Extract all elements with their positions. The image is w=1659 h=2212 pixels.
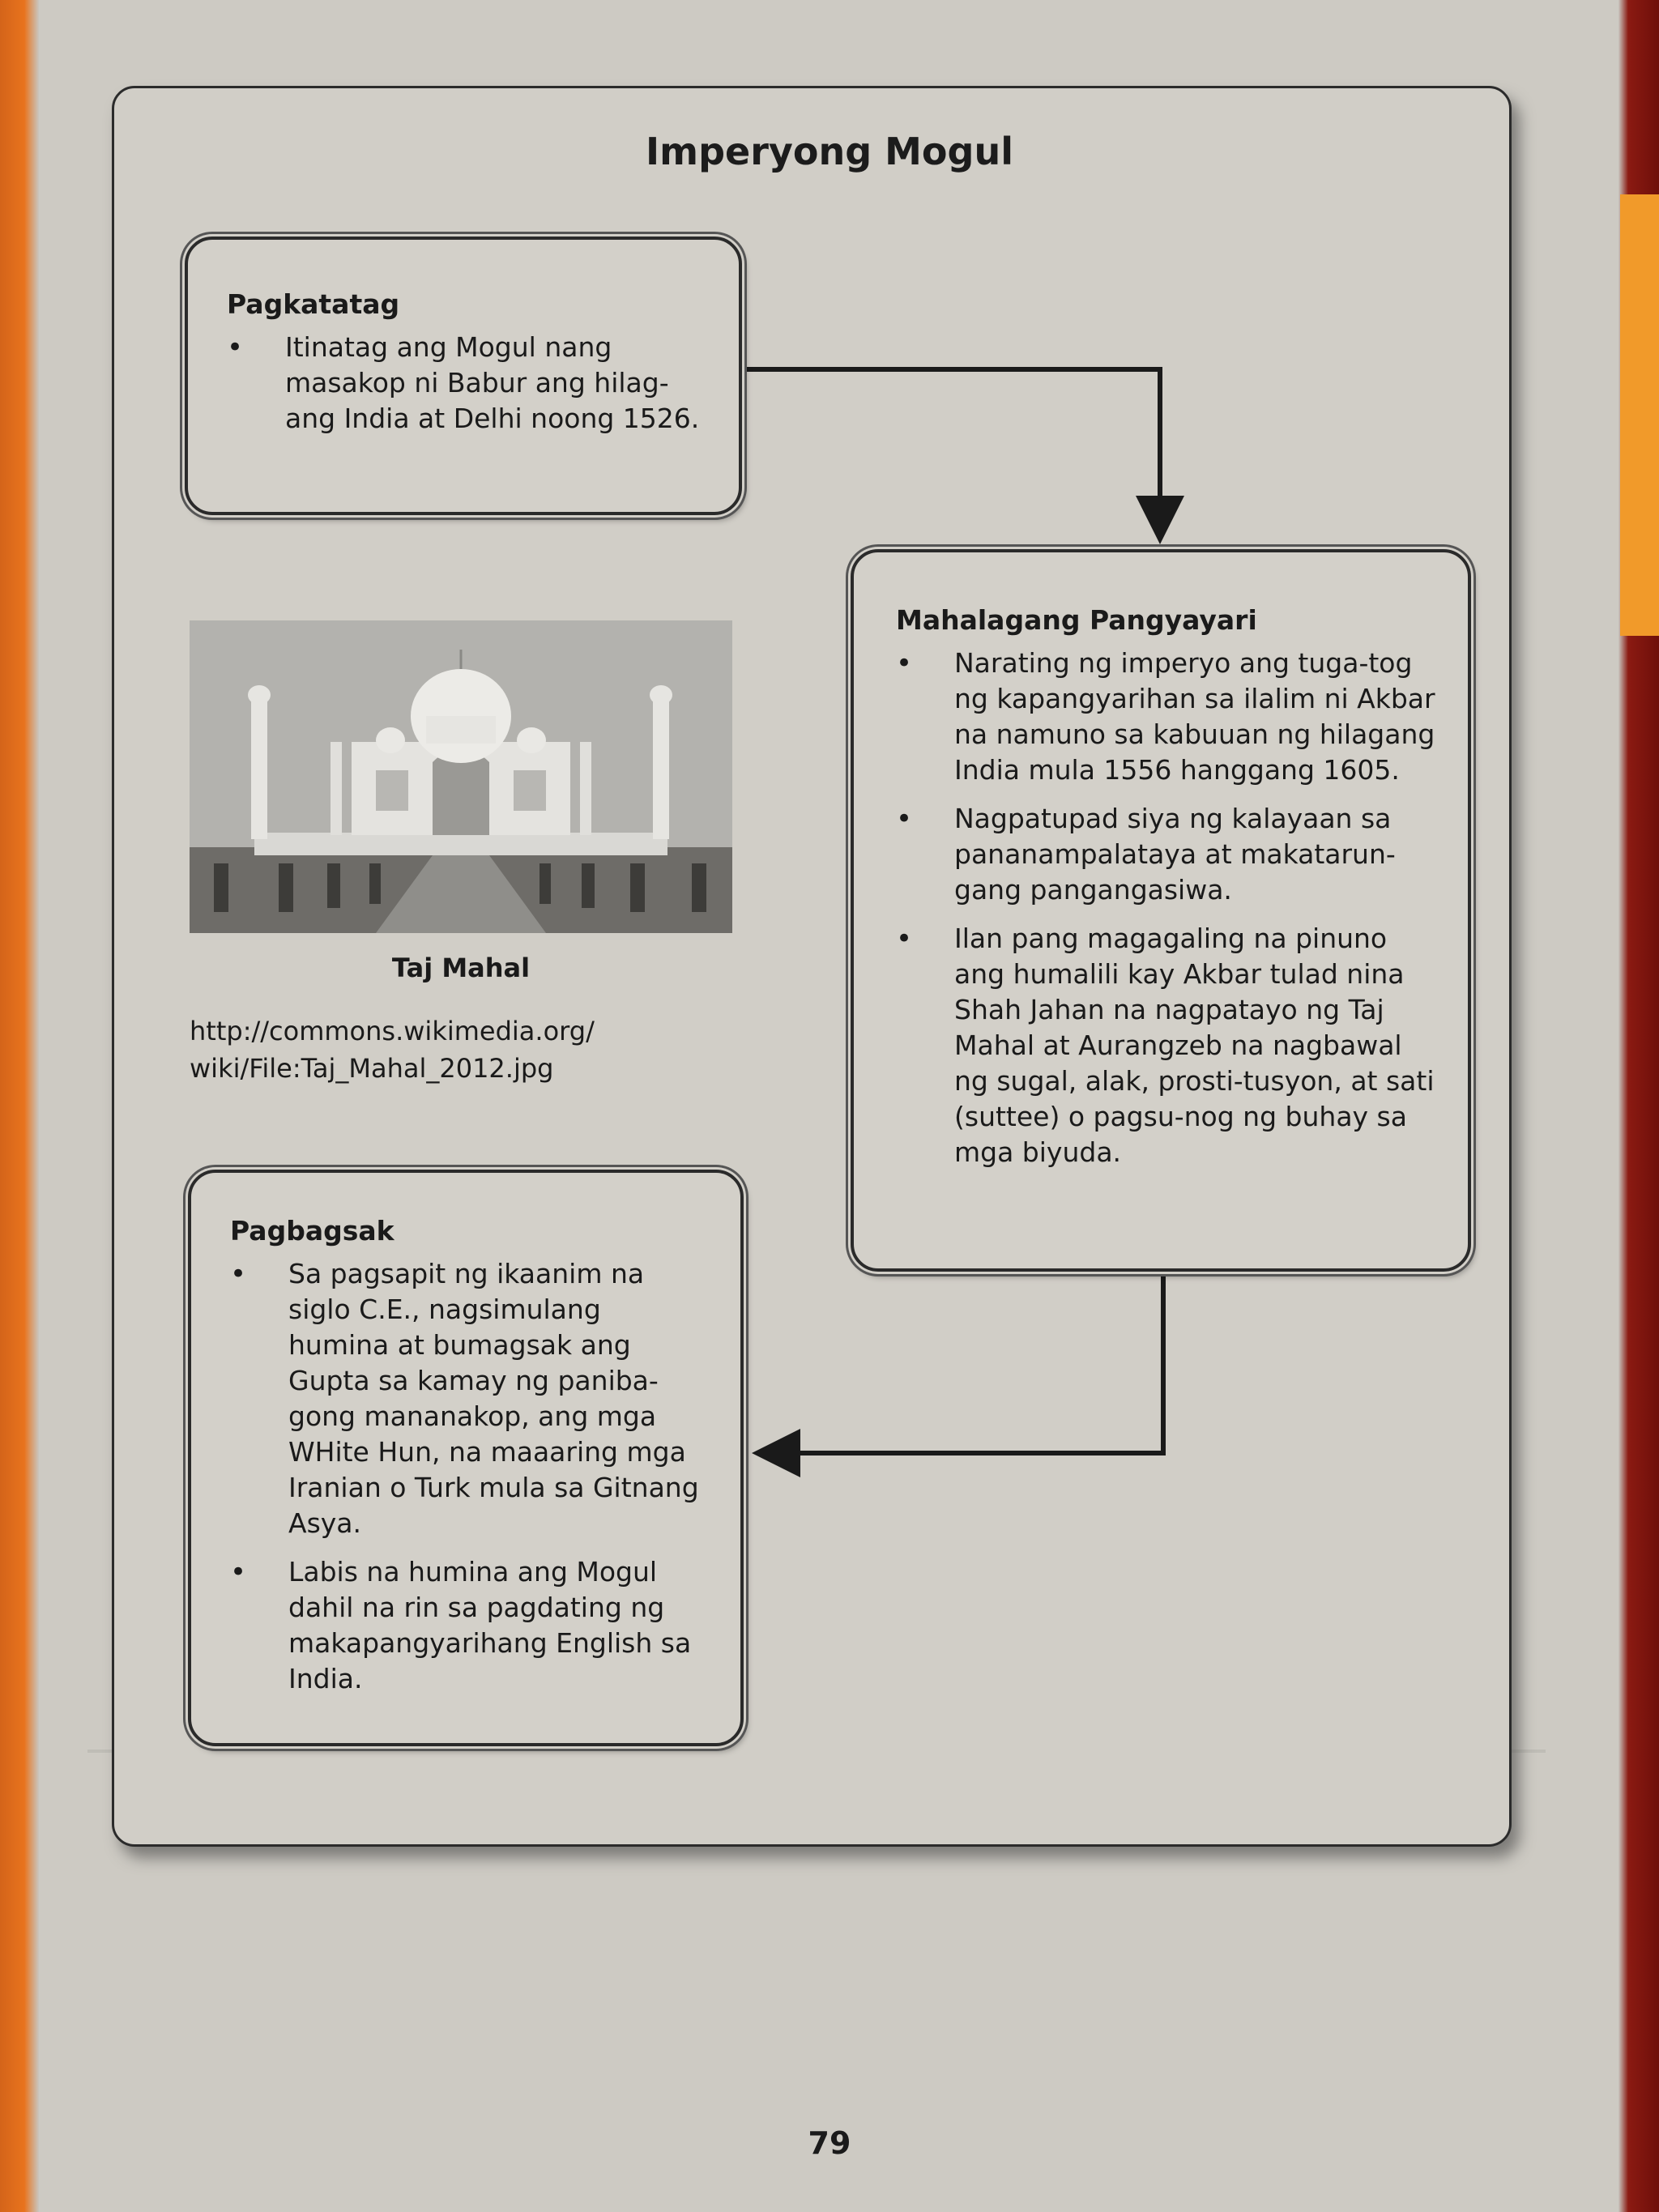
photo-source-line-1: http://commons.wikimedia.org/ (190, 1016, 595, 1046)
photo-source-line-2: wiki/File:Taj_Mahal_2012.jpg (190, 1053, 554, 1084)
events-box (851, 549, 1471, 1272)
events-heading: Mahalagang Pangyayari (896, 604, 1257, 636)
events-bullet-2: • Nagpatupad siya ng kalayaan sa pananampalataya at makatarun-gang pangangasiwa. (896, 801, 1435, 908)
events-bullet-3: • Ilan pang magagaling na pinuno ang humalili kay Akbar tulad nina Shah Jahan na nagpatayo ng Taj Mahal at Aurangzeb na nagbawal ng sugal, alak, prosti-tusyon, at sati (suttee) o pagsu-nog ng buhay sa mga biyuda. (896, 921, 1435, 1170)
photo-source (190, 1012, 595, 1087)
taj-mahal-illustration (190, 620, 732, 933)
photo-caption: Taj Mahal (391, 953, 531, 983)
founding-bullet-1: • Itinatag ang Mogul nang masakop ni Babur ang hilag-ang India at Delhi noong 1526. (227, 330, 706, 437)
fall-heading: Pagbagsak (230, 1215, 394, 1247)
fall-box (188, 1170, 744, 1746)
fall-list (230, 1256, 708, 1697)
events-bullet-1: • Narating ng imperyo ang tuga-tog ng kapangyarihan sa ilalim ni Akbar na namuno sa kabuuan ng hilagang India mula 1556 hanggang 1605. (896, 646, 1435, 788)
founding-heading: Pagkatatag (227, 288, 400, 320)
taj-mahal-photo (190, 620, 732, 933)
arrow-founding-to-events (744, 369, 1160, 535)
founding-box (185, 237, 742, 515)
fall-bullet-1: • Sa pagsapit ng ikaanim na siglo C.E., nagsimulang humina at bumagsak ang Gupta sa kamay ng paniba-gong mananakop, ang mga WHite Hun, na maaaring mga Iranian o Turk mula sa Gitnang Asya. (230, 1256, 708, 1541)
fall-bullet-2: • Labis na humina ang Mogul dahil na rin sa pagdating ng makapangyarihang English sa India. (230, 1554, 708, 1697)
page-number: 79 (808, 2125, 851, 2161)
events-list (896, 646, 1435, 1170)
founding-list (227, 330, 706, 437)
arrow-events-to-fall (761, 1275, 1163, 1453)
page-title: Imperyong Mogul (646, 130, 1013, 173)
